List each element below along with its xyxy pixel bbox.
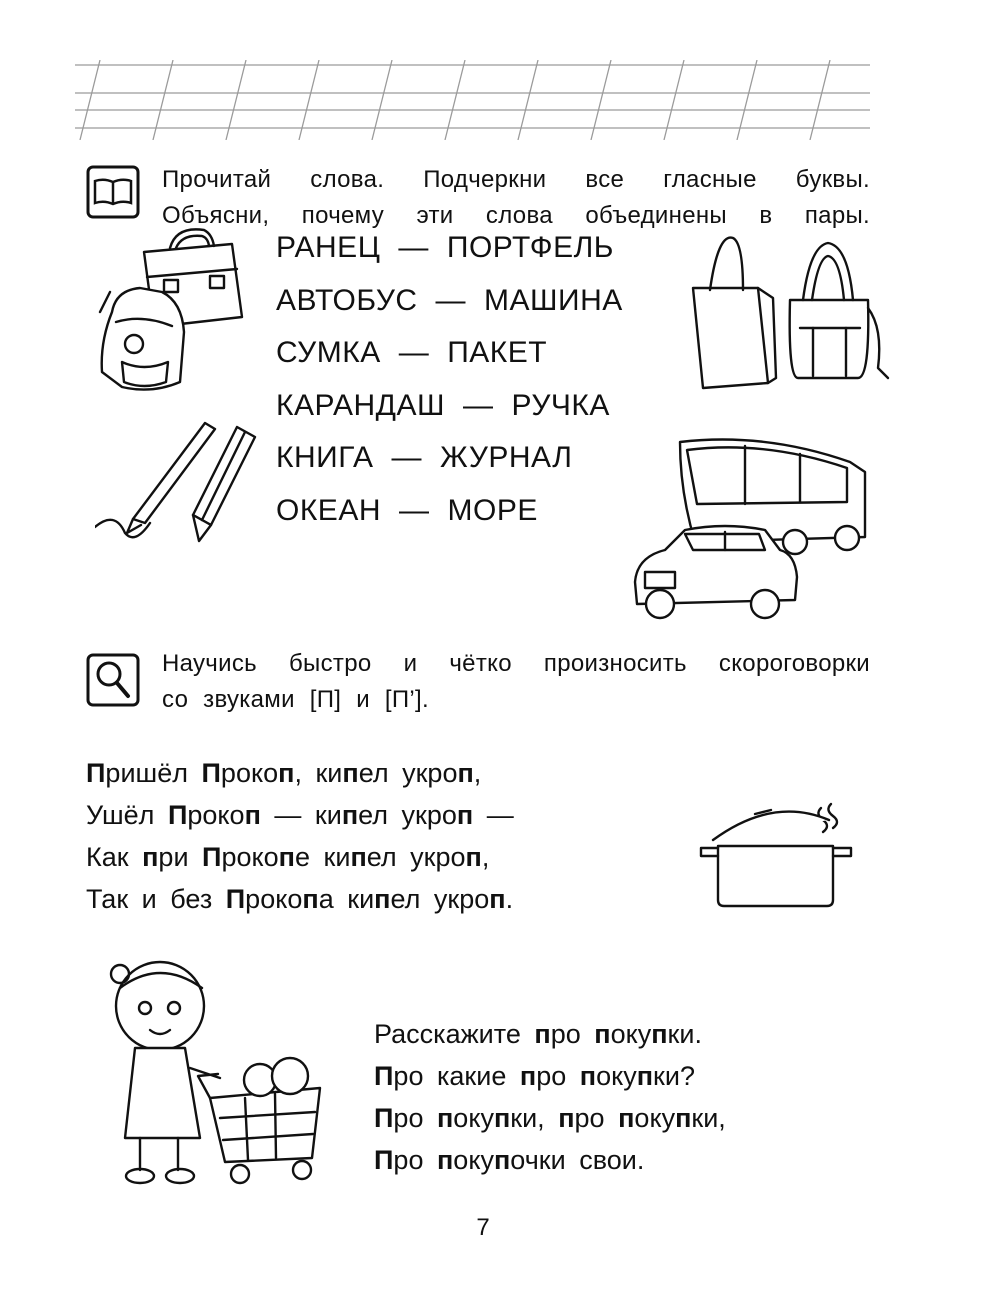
tongue-twister-line: Расскажите про покупки. <box>374 1019 702 1049</box>
girl-with-shopping-cart-illustration <box>90 948 335 1193</box>
bus-and-car-illustration <box>625 432 870 632</box>
book-icon <box>86 165 140 219</box>
instruction-line: Прочитай слова. Подчеркни все гласные буквы. <box>162 166 870 193</box>
tongue-twister-line: Про покупочки свои. <box>374 1145 645 1175</box>
word-right: МОРЕ <box>447 493 538 527</box>
dash: — <box>398 231 429 264</box>
cooking-pot-illustration <box>693 800 859 910</box>
word-right: МАШИНА <box>484 283 623 317</box>
tongue-twister-line: Про какие про покупки? <box>374 1061 695 1091</box>
tongue-twister-2 <box>374 1013 726 1181</box>
word-pair <box>276 275 623 328</box>
word-left: КНИГА <box>276 441 374 474</box>
tongue-twister-line: Про покупки, про покупки, <box>374 1103 726 1133</box>
tongue-twister-line: Так и без Прокопа кипел укроп. <box>86 884 514 914</box>
word-left: КАРАНДАШ <box>276 388 445 422</box>
instruction-line: Научись быстро и чётко произносить скороговорки <box>162 650 870 677</box>
word-pair <box>276 327 623 380</box>
word-pairs-list <box>276 222 623 537</box>
dash: — <box>399 493 430 527</box>
magnifier-icon <box>86 653 140 707</box>
word-left: ОКЕАН <box>276 493 381 527</box>
word-left: РАНЕЦ <box>276 231 381 264</box>
tongue-twister-line: Ушёл Прокоп — кипел укроп — <box>86 800 514 830</box>
handwriting-ruled-lines <box>75 60 870 140</box>
pen-and-pencil-illustration <box>95 415 265 545</box>
word-pair <box>276 380 623 433</box>
dash: — <box>435 283 467 317</box>
tongue-twister-line: Пришёл Прокоп, кипел укроп, <box>86 758 482 788</box>
dash: — <box>398 336 430 369</box>
word-pair <box>276 222 623 275</box>
word-right: ПОРТФЕЛЬ <box>446 231 614 264</box>
instruction-line: Объясни, почему эти слова объединены в пары. <box>162 202 870 229</box>
task2-instruction <box>162 646 870 718</box>
instruction-line: со звуками [П] и [П’]. <box>162 686 429 713</box>
word-pair <box>276 485 623 538</box>
word-right: ЖУРНАЛ <box>439 441 573 474</box>
dash: — <box>463 388 494 422</box>
bags-illustration <box>688 228 893 393</box>
school-bags-illustration <box>92 222 252 402</box>
word-left: СУМКА <box>276 336 381 369</box>
tongue-twister-1 <box>86 752 514 920</box>
page-number: 7 <box>476 1214 490 1241</box>
word-left: АВТОБУС <box>276 283 418 317</box>
word-right: ПАКЕТ <box>447 336 548 369</box>
word-pair <box>276 432 623 485</box>
dash: — <box>391 441 422 474</box>
tongue-twister-line: Как при Прокопе кипел укроп, <box>86 842 490 872</box>
word-right: РУЧКА <box>511 388 610 422</box>
